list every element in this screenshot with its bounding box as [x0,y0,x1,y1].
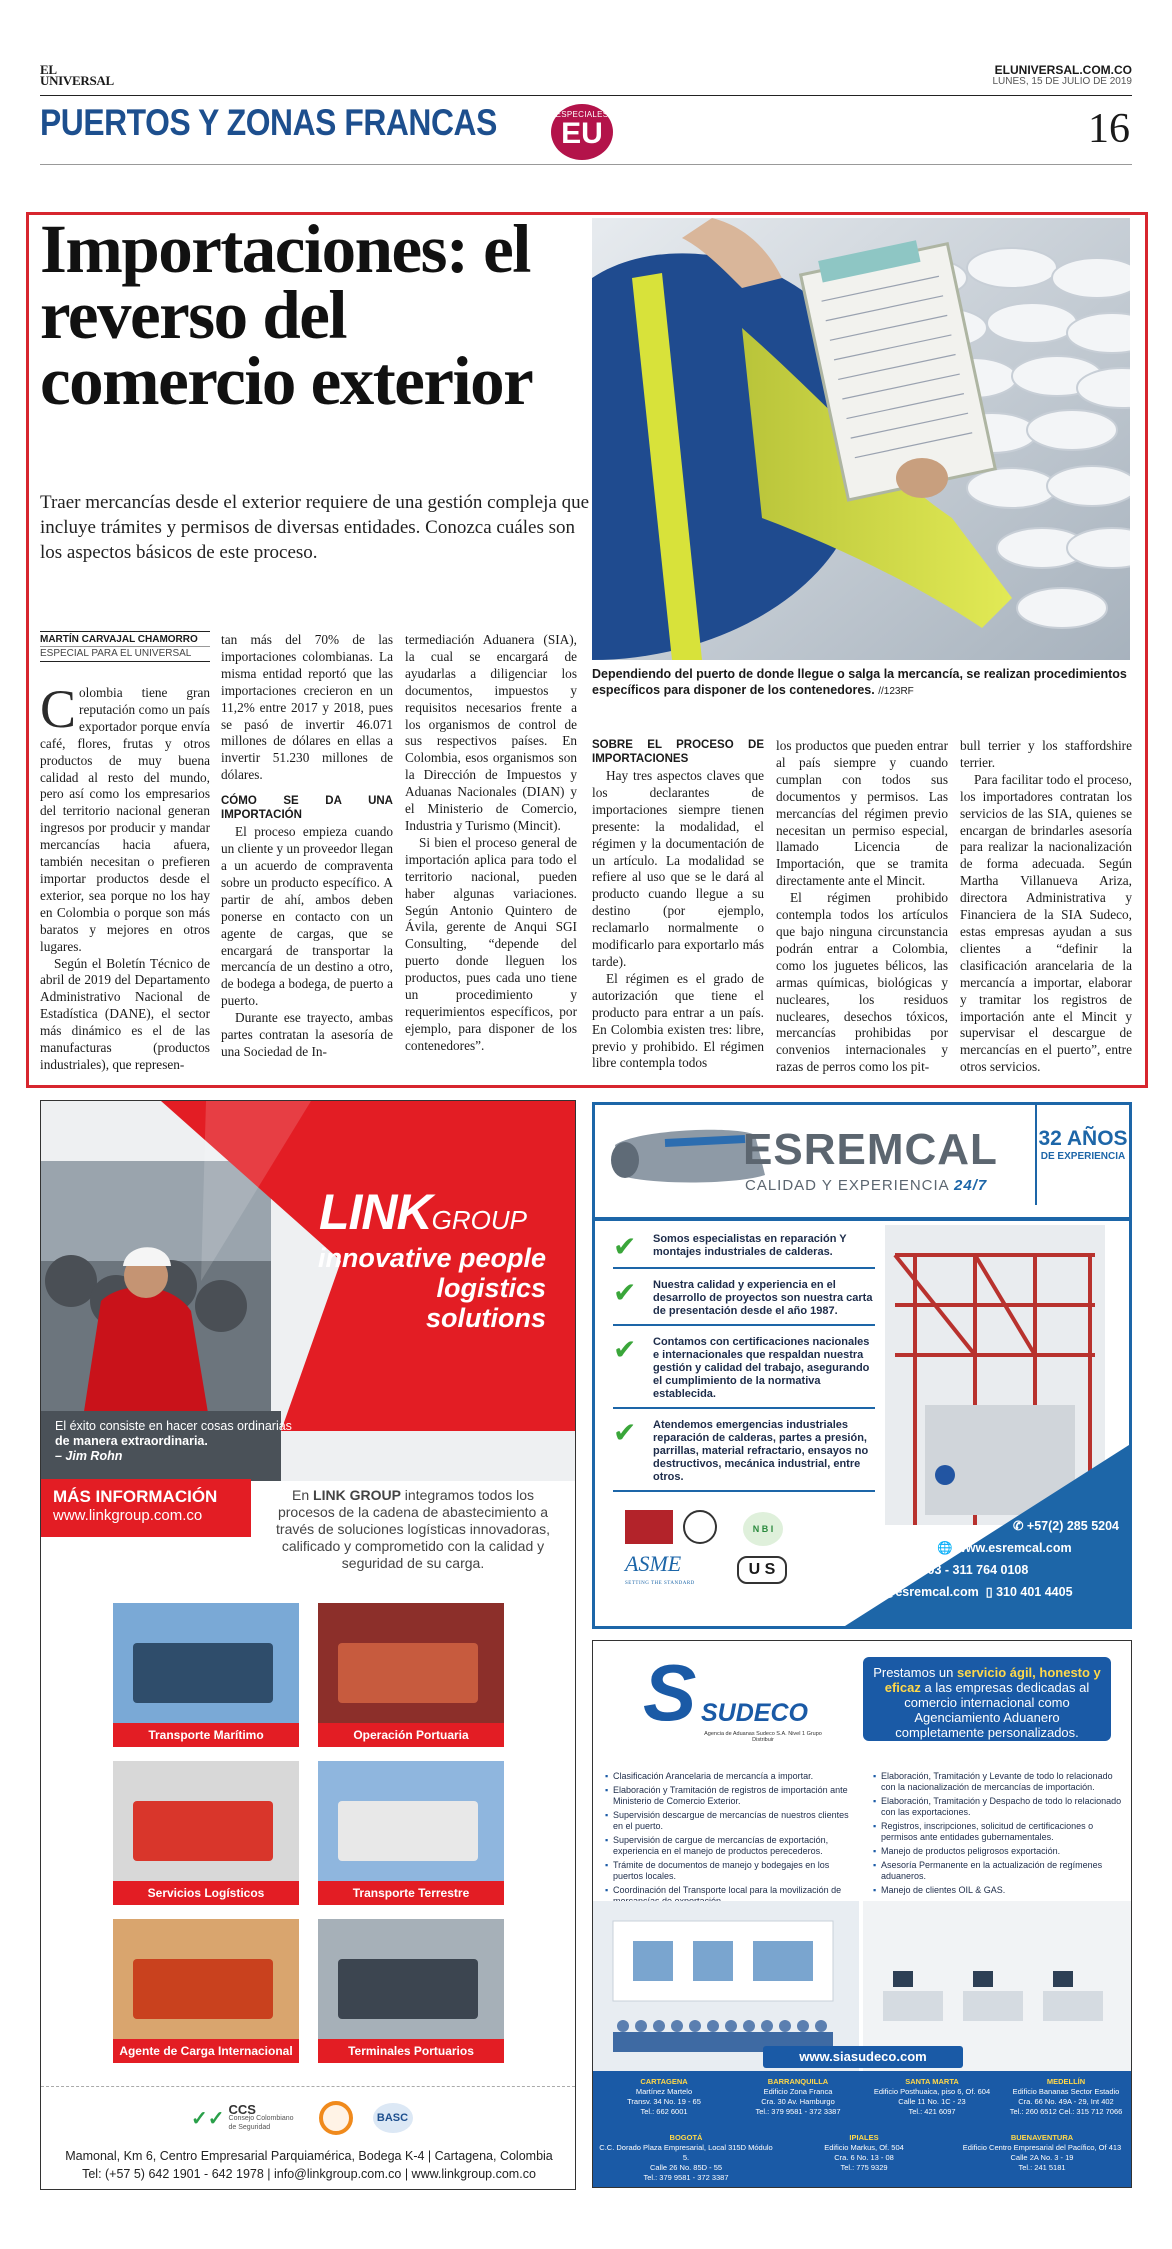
link-tagline [316,1243,546,1333]
ccs-icon: ✓✓ [191,2107,225,2130]
subheading: CÓMO SE DA UNA IMPORTACIÓN [221,795,393,822]
office-line: Edificio Posthuaica, piso 6, Of. 604 [873,2087,991,2096]
sudeco-service-item: ▪ Supervisión de cargue de mercancías de exportación, experiencia en el manejo de productos perecederos. [605,1835,829,1856]
bullet-text: Contamos con certificaciones nacionales e internacionales que respaldan nuestra gestión y calidad del trabajo, asegurando el cumplimiento de la normativa establecida. [653,1336,870,1400]
office-line: Cra. 66 No. 49A - 29, Int 402 [1018,2097,1114,2106]
badge-logo: EU [561,117,603,150]
cert-round-seal [683,1510,717,1544]
paragraph: El régimen es el grado de autorización que tiene el producto para entrar a un país. En Colombia existen tres: libre, previo y prohibido. El régimen libre contempla todos [592,970,764,1071]
byline [40,631,210,662]
article-deck: Traer mercancías desde el exterior requiere de una gestión compleja que incluye trámites y permisos de diversas entidades. Conozca cuáles son los aspectos básicos de este proceso. [40,492,590,563]
paragraph: Durante ese trayecto, ambas partes contratan la asesoría de una Sociedad de In- [221,1010,393,1059]
service-label: Operación Portuaria [318,1723,504,1747]
email-row[interactable]: ✉ esremcal@esremcal.com ▯ 310 401 4405 [815,1585,1073,1599]
especiales-badge [551,104,613,160]
office-line: Transv. 34 No. 19 - 65 [627,2097,701,2106]
photo-credit: //123RF [878,686,914,697]
service-card [113,1603,299,1747]
basc-logo: BASC [373,2103,413,2133]
sudeco-service-item: ▪ Trámite de documentos de manejo y bodegajes en los puertos locales. [605,1860,830,1881]
checkmark-icon: ✔ [613,1277,637,1308]
esremcal-ad[interactable] [592,1102,1132,1629]
service-photo [338,1801,478,1861]
service-label: Servicios Logísticos [113,1881,299,1905]
link-logo [319,1183,527,1241]
paragraph: El proceso empieza cuando un cliente y un proveedor llegan a un acuerdo de compraventa sobre un producto específico. A partir de ahí, ambos deben ponerse en contacto con un agente de cargas, que se encargará de transportar la mercancía de un destino a otro, de bodega a bodega, de puerto a puerto. [221,824,393,1009]
link-intro: En LINK GROUP integramos todos los procesos de la cadena de abastecimiento a través de soluciones logísticas innovadoras, calificado y comprometido con la calidad y seguridad de su carga. [276,1487,550,1571]
sudeco-service-item: ▪ Elaboración, Tramitación y Despacho de todo lo relacionado con las exportaciones. [873,1796,1122,1817]
office-line: Edificio Markus, Of. 504 [824,2143,904,2152]
sudeco-offices [593,2071,1131,2188]
office-city: CARTAGENA [640,2077,688,2086]
sudeco-url-banner[interactable]: www.siasudeco.com [763,2046,963,2068]
quote-author: – Jim Rohn [55,1449,123,1463]
paragraph: Si bien el proceso general de importación aplica para todo el territorio nacional, pueden haber algunas variaciones. Según Antonio Quintero de Ávila, gerente de Anqui SGI Consulting, “depende del puerto donde lleguen los productos, pues cada uno tiene un procedimiento y requerimientos específicos, por ejemplo, para disponer de los contenedores”. [405,834,577,1053]
office-line: Cra. 30 Av. Hamburgo [761,2097,835,2106]
article-photo [592,218,1130,660]
article-column-3 [405,632,577,1055]
years-badge: 32 AÑOS DE EXPERIENCIA [1035,1105,1129,1205]
service-photo [133,1801,273,1861]
sudeco-office [953,2133,1131,2173]
esremcal-bullet [613,1419,875,1492]
sudeco-service-item: ▪ Registros, inscripciones, solicitud de certificaciones o permisos ante entidades gubernamentales. [873,1821,1094,1842]
sudeco-service-item: ▪ Supervisión descargue de mercancías de nuestros clientes en el puerto. [605,1810,849,1831]
office-city: MEDELLÍN [1046,2077,1086,2086]
whatsapp-row[interactable]: ✆ 313 791 1003 - 311 764 0108 [851,1563,1029,1577]
checkmark-icon: ✔ [613,1417,637,1448]
sudeco-office [865,2077,999,2117]
sudeco-s-icon: S [643,1648,697,1737]
office-line: Tel.: 662 6001 [640,2107,688,2116]
phone-row[interactable]: ✆ +57(2) 285 5204 [1012,1519,1119,1533]
bullet-icon: ▪ [605,1810,609,1820]
article-headline: Importaciones: el reverso del comercio exterior [40,211,533,419]
office-line: Calle 11 No. 1C - 23 [898,2097,966,2106]
service-label: Transporte Marítimo [113,1723,299,1747]
service-label: Transporte Terrestre [318,1881,504,1905]
bullet-text: Somos especialistas en reparación Y montajes industriales de calderas. [653,1233,847,1258]
link-brand: LINK [319,1184,432,1240]
esremcal-bullets [613,1233,875,1502]
bullet-icon: ▪ [873,1771,877,1781]
mail-icon: ✉ [815,1585,829,1599]
section-title: PUERTOS Y ZONAS FRANCAS [40,102,497,143]
photo-caption [592,666,1130,700]
service-label: Terminales Portuarios [318,2039,504,2063]
quote-text: El éxito consiste en hacer cosas ordinarias [55,1419,292,1433]
badge-label: ESPECIALES [555,110,609,119]
paragraph: bull terrier y los staffordshire terrier. [960,738,1132,770]
bullet-text: Nuestra calidad y experiencia en el desarrollo de proyectos son nuestra carta de presentación desde el año 1987. [653,1279,873,1317]
service-card [318,1761,504,1905]
mobile-icon: ▯ [985,1585,997,1599]
article-column-2 [221,632,393,1061]
web-row[interactable]: 🌐 www.esremcal.com [937,1541,1072,1555]
office-line: Tel.: 260 6512 Cel.: 315 712 7066 [1009,2107,1123,2116]
office-city: BUENAVENTURA [1010,2133,1074,2142]
office-city: BARRANQUILLA [767,2077,829,2086]
service-photo [338,1959,478,2019]
office-line: Cra. 6 No. 13 - 08 [834,2153,894,2162]
sudeco-office [775,2133,953,2173]
article-column-6 [960,738,1132,1076]
bullet-text: Atendemos emergencias industriales reparación de calderas, partes a presión, parrillas, material refractario, ensayos no destructivos, mecánica industrial, entre otros. [653,1419,869,1483]
office-line: Calle 2A No. 3 - 19 [1010,2153,1074,2162]
paragraph: Hay tres aspectos claves que los declarantes de importaciones siempre tienen presente: la modalidad, el régimen y la documentación de un artículo. La modalidad se refiere al uso que se le dará al producto cuando llegue a su destino (por ejemplo, reclamarlo normalmente o modificarlo para exportarlo más tarde). [592,768,764,969]
bullet-icon: ▪ [605,1885,609,1895]
service-photo [338,1643,478,1703]
phone-icon: ✆ [1012,1519,1027,1533]
office-line: Tel.: 775 9329 [840,2163,888,2172]
office-city: SANTA MARTA [905,2077,959,2086]
sudeco-service-item: ▪ Clasificación Arancelaria de mercancía a importar. [605,1771,814,1781]
quote-bold: de manera extraordinaria. [55,1434,208,1448]
bullet-icon: ▪ [873,1821,877,1831]
tagline-line: innovative people [317,1243,546,1273]
service-card [318,1603,504,1747]
bullet-icon: ▪ [873,1885,877,1895]
issue-date: LUNES, 15 DE JULIO DE 2019 [992,76,1132,87]
paragraph: Para facilitar todo el proceso, los importadores contratan los servicios de las SIA, quienes se encargan de brindarles asesoría para realizar la nacionalización de forma adecuada. Según Martha Villanueva Ariza, directora Administrativa y Financiera de la SIA Sudeco, estas empresas ayudan a sus clientes a “definir la clasificación arancelaria de la mercancía a importar, elaborar y tramitar los registros de importación ante el Mincit y supervisar el descargue de mercancías en el puerto”, entre otros servicios. [960,771,1132,1075]
link-address: Mamonal, Km 6, Centro Empresarial Parquiamérica, Bodega K-4 | Cartagena, Colombia [65,2149,553,2163]
service-card [113,1761,299,1905]
sudeco-office [597,2133,775,2183]
esremcal-bullet [613,1279,875,1326]
office-line: Edificio Bananas Sector Estadio [1012,2087,1120,2096]
link-divider [41,2086,575,2087]
office-line: Edificio Centro Empresarial del Pacífico, Of 413 [962,2143,1122,2152]
office-line: Calle 26 No. 85D - 55 [649,2163,723,2172]
sudeco-office [597,2077,731,2117]
paragraph: Colombia tiene gran reputación como un país exportador porque envía café, flores, frutas y otros productos de muy buena calidad al resto del mundo, pero así como los empresarios del territorio nacional generan ingresos por producir y mandar mercancías hacia afuera, también necesitan o prefieren importar productos desde el exterior, sea porque no los hay en Colombia o porque son más baratos y mejores en otros lugares. [40,679,210,954]
sudeco-brand-sub: Agencia de Aduanas Sudeco S.A. Nivel 1 Grupo Distribuir [704,1731,822,1743]
bullet-icon: ▪ [605,1835,609,1845]
link-contact[interactable]: Tel: (+57 5) 642 1901 - 642 1978 | info@linkgroup.com.co | www.linkgroup.com.co [82,2167,536,2181]
globe-icon: 🌐 [937,1541,957,1555]
caption-text: Dependiendo del puerto de donde llegue o salga la mercancía, se realizan procedimientos específicos para disponer de los contenedores. [592,667,1127,697]
author-name: MARTÍN CARVAJAL CHAMORRO [40,634,198,645]
sudeco-headline-box: Prestamos un servicio ágil, honesto y eficaz a las empresas dedicadas al comercio internacional como Agenciamiento Aduanero completamente personalizados. [863,1657,1111,1741]
paragraph: El régimen prohibido contempla todos los artículos que bajo ninguna circunstancia podrán entrar a Colombia, como los juguetes bélicos, las armas químicas, biológicas y nucleares, los residuos nucleares, desechos tóxicos, mercancías prohibidas por convenios internacionales y razas de perros como los pit- [776,890,948,1075]
bullet-icon: ▪ [605,1860,609,1870]
tagline-line: logistics solutions [426,1273,546,1333]
ccs-logo: ✓✓ CCS Consejo Colombiano de Seguridad [191,2101,294,2131]
site-url[interactable]: ELUNIVERSAL.COM.CO [994,63,1132,77]
bullet-icon: ▪ [605,1785,609,1795]
service-photo [133,1643,273,1703]
sudeco-office [999,2077,1132,2117]
checkmark-icon: ✔ [613,1334,637,1365]
office-city: BOGOTÁ [669,2133,703,2142]
office-city: IPIALES [849,2133,879,2142]
office-line: C.C. Dorado Plaza Empresarial, Local 315D Módulo 5. [599,2143,773,2162]
sudeco-service-item: ▪ Manejo de clientes OIL & GAS. [873,1885,1006,1895]
esremcal-bullet [613,1336,875,1409]
site-info [992,64,1132,88]
bullet-icon: ▪ [873,1860,877,1870]
paragraph: termediación Aduanera (SIA), la cual se encargará de ayudarlas a diligenciar los documentos, impuestos y requisitos necesarios frente a los organismos de control de sus respectivos países. En Colombia, esos organismos son la Dirección de Impuestos y Aduanas Nacionales (DIAN) y el Ministerio de Comercio, Industria y Turismo (Mincit). [405,632,577,833]
bullet-icon: ▪ [873,1846,877,1856]
header-rule [40,95,1132,96]
bullet-icon: ▪ [605,1771,609,1781]
sudeco-service-item: ▪ Coordinación del Transporte local para la movilización de [605,1885,842,1895]
more-info-label: MÁS INFORMACIÓN [53,1487,218,1506]
sudeco-service-item: ▪ Asesoría Permanente en la actualización de regímenes aduaneros. [873,1860,1103,1881]
article-column-4 [592,738,764,1072]
sudeco-office [731,2077,865,2117]
more-info-box[interactable] [41,1479,251,1537]
service-label: Agente de Carga Internacional [113,2039,299,2063]
cert-logos [191,2101,413,2135]
blue-rule [595,1217,1129,1221]
paragraph: los productos que pueden entrar al país siempre y cuando cumplan con todos sus documentos y permisos. Las mercancías del régimen previo necesitan un permiso especial, llamado Licencia de Importación, que se tramita directamente ante el Mincit. [776,738,948,889]
iso-cert-icon [319,2101,353,2135]
author-role: ESPECIAL PARA EL UNIVERSAL [40,646,210,660]
header-rule-bottom [40,164,1132,165]
us-stamp-logo: U S [737,1556,787,1584]
sudeco-service-item: ▪ Elaboración y Tramitación de registros de importación ante Ministerio de Comercio Exterior. [605,1785,848,1806]
sudeco-services-left [605,1771,860,1910]
cert-red-box [625,1510,673,1544]
office-line: Tel.: 379 9581 - 372 3387 [643,2173,729,2182]
paragraph: tan más del 70% de las importaciones colombianas. La misma entidad reportó que las importaciones crecieron en un 11,2% entre 2017 y 2018, pues se pasó de invertir 46.071 millones de dólares en ellas a invertir 51.230 millones de dólares. [221,632,393,783]
asme-logo: ASME SETTING THE STANDARD [625,1551,695,1586]
checkmark-icon: ✔ [613,1231,637,1262]
article-column-1 [40,679,210,1074]
whatsapp-icon: ✆ [851,1563,865,1577]
service-photo [133,1959,273,2019]
esremcal-contact [815,1515,1125,1603]
office-line: Tel.: 421 6097 [908,2107,956,2116]
subheading: SOBRE EL PROCESO DE IMPORTACIONES [592,739,764,765]
esremcal-tagline: CALIDAD Y EXPERIENCIA 24/7 [745,1177,988,1194]
paragraph: Según el Boletín Técnico de abril de 2019 del Departamento Administrativo Nacional de Estadística (DANE), el sector más dinámico es el de las manufacturas (productos industriales), que represen- [40,955,210,1072]
article-column-5 [776,738,948,1076]
esremcal-brand: ESREMCAL [743,1125,998,1174]
service-card [113,1919,299,2063]
esremcal-bullet [613,1233,875,1269]
dropcap: C [40,679,77,739]
page-number: 16 [1088,106,1130,152]
sudeco-service-item: ▪ Manejo de productos peligrosos exportación. [873,1846,1061,1856]
worker-clipboard-photo [592,218,1130,660]
nbi-logo: N B I [743,1512,783,1546]
office-line: Martínez Martelo [635,2087,693,2096]
office-line: Tel.: 379 9581 - 372 3387 [755,2107,841,2116]
office-line: Edificio Zona Franca [763,2087,833,2096]
sudeco-logo [643,1648,843,1753]
link-quote [55,1419,295,1464]
sudeco-service-item: ▪ Elaboración, Tramitación y Levante de todo lo relacionado con la nacionalización de mercancías de importación. [873,1771,1113,1792]
cert-logos [625,1510,825,1590]
sudeco-ad[interactable] [592,1640,1132,2188]
link-brand-suffix: GROUP [431,1205,527,1235]
link-url[interactable]: www.linkgroup.com.co [53,1507,203,1524]
sudeco-services-right [873,1771,1123,1899]
bullet-icon: ▪ [873,1796,877,1806]
office-line: Tel.: 241 5181 [1018,2163,1066,2172]
service-card [318,1919,504,2063]
masthead: EL UNIVERSAL [40,62,114,88]
link-group-ad[interactable] [40,1100,576,2190]
sudeco-brand: SUDECO [701,1699,808,1727]
